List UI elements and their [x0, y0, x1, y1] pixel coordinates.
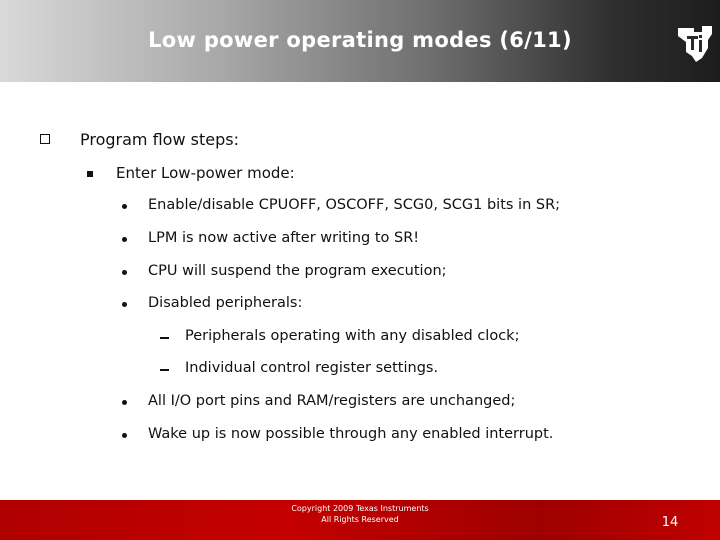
dot-bullet-icon [122, 302, 127, 307]
bullet-item: Enable/disable CPUOFF, OSCOFF, SCG0, SCG1 bits in SR; [148, 197, 561, 213]
copyright-notice [240, 503, 480, 525]
dot-bullet-icon [122, 270, 127, 275]
level2-text: Enter Low-power mode: [116, 164, 295, 182]
copyright-line-2: All Rights Reserved [321, 515, 399, 524]
dash-bullet-icon [160, 337, 169, 339]
page-number: 14 [661, 515, 679, 530]
bullet-item: Disabled peripherals: [148, 295, 303, 311]
copyright-line-1: Copyright 2009 Texas Instruments [291, 504, 429, 513]
checkbox-bullet-icon [40, 134, 50, 144]
dot-bullet-icon [122, 433, 127, 438]
dash-bullet-icon [160, 369, 169, 371]
bullet-item: Wake up is now possible through any enabled interrupt. [148, 426, 554, 442]
slide-footer [0, 500, 720, 540]
dot-bullet-icon [122, 204, 127, 209]
level1-text: Program flow steps: [80, 130, 239, 149]
bullet-item: LPM is now active after writing to SR! [148, 230, 420, 246]
dot-bullet-icon [122, 400, 127, 405]
dot-bullet-icon [122, 237, 127, 242]
bullet-item: CPU will suspend the program execution; [148, 263, 447, 279]
square-bullet-icon [87, 171, 93, 177]
slide-title: Low power operating modes (6/11) [148, 28, 572, 52]
bullet-item: All I/O port pins and RAM/registers are unchanged; [148, 393, 516, 409]
sub-bullet-item: Peripherals operating with any disabled clock; [185, 328, 520, 344]
sub-bullet-item: Individual control register settings. [185, 360, 439, 376]
